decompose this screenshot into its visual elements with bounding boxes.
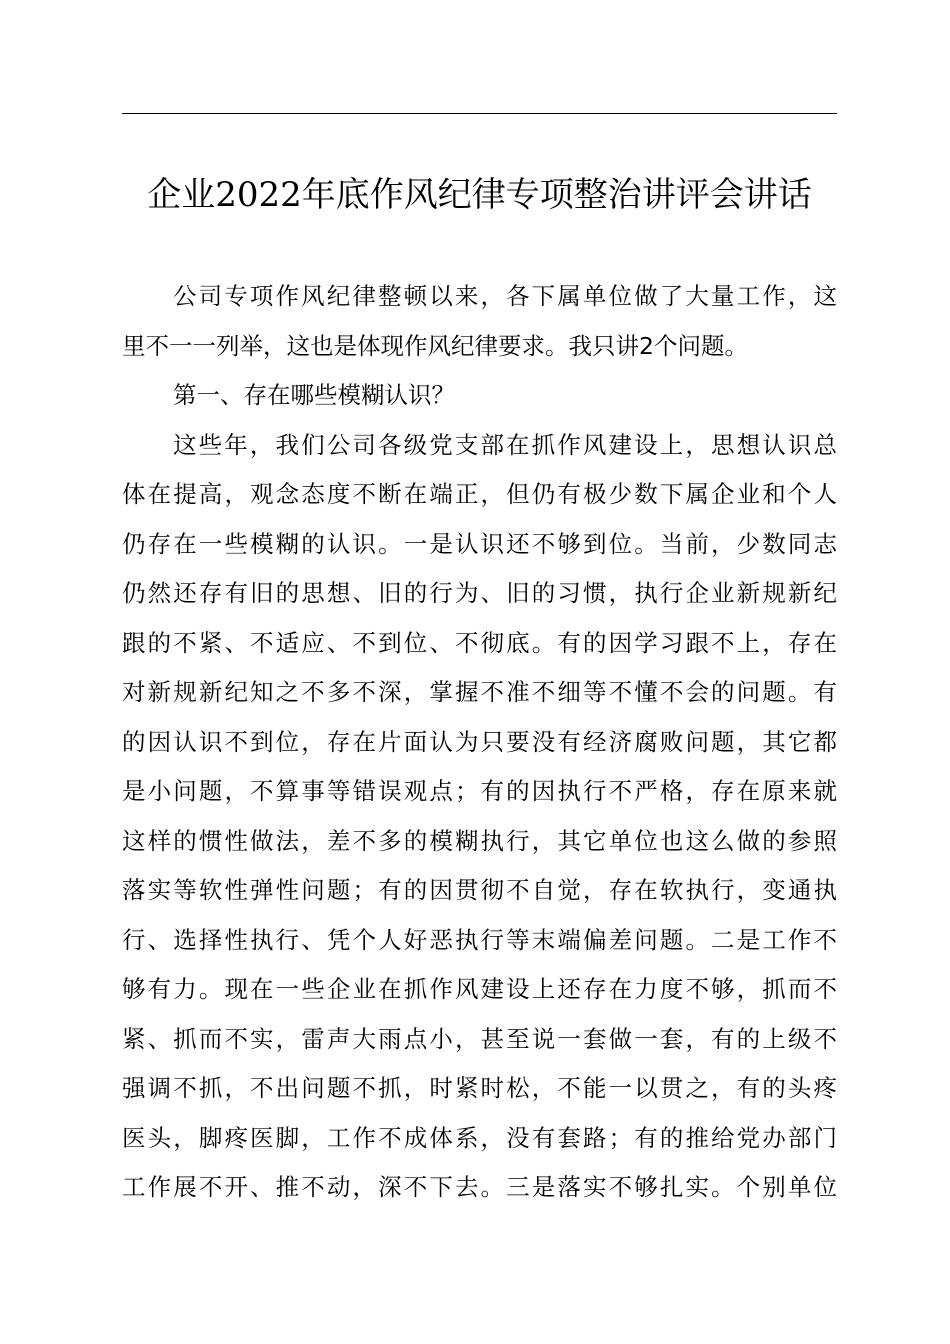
document-body <box>122 272 837 1213</box>
paragraph-line: 紧、抓而不实，雷声大雨点小，甚至说一套做一套，有的上级不 <box>122 1024 837 1053</box>
paragraph-line: 公司专项作风纪律整顿以来，各下属单位做了大量工作，这 <box>173 282 837 310</box>
paragraph-line: 落实等软性弹性问题；有的因贯彻不自觉，存在软执行，变通执 <box>122 876 837 904</box>
paragraph-line: 跟的不紧、不适应、不到位、不彻底。有的因学习跟不上，存在 <box>122 628 837 657</box>
paragraph-line: 的因认识不到位，存在片面认为只要没有经济腐败问题，其它都 <box>122 727 837 756</box>
paragraph-line: 仍存在一些模糊的认识。一是认识还不够到位。当前，少数同志 <box>122 529 837 558</box>
document-title: 企业2022年底作风纪律专项整治讲评会讲话 <box>147 175 812 215</box>
section-heading: 第一、存在哪些模糊认识？ <box>173 381 455 409</box>
paragraph-line: 行、选择性执行、凭个人好恶执行等末端偏差问题。二是工作不 <box>122 925 837 954</box>
paragraph-line: 这样的惯性做法，差不多的模糊执行，其它单位也这么做的参照 <box>122 826 837 855</box>
header-rule <box>122 113 837 114</box>
paragraph-line: 对新规新纪知之不多不深，掌握不准不细等不懂不会的问题。有 <box>122 678 837 706</box>
paragraph-line: 里不一一列举，这也是体现作风纪律要求。我只讲2个问题。 <box>122 331 748 360</box>
paragraph-line: 够有力。现在一些企业在抓作风建设上还存在力度不够，抓而不 <box>122 975 837 1003</box>
paragraph-line: 工作展不开、推不动，深不下去。三是落实不够扎实。个别单位 <box>122 1173 837 1201</box>
paragraph-line: 医头，脚疼医脚，工作不成体系，没有套路；有的推给党办部门 <box>122 1123 837 1152</box>
paragraph-line: 强调不抓，不出问题不抓，时紧时松，不能一以贯之，有的头疼 <box>122 1074 837 1102</box>
paragraph-line: 这些年，我们公司各级党支部在抓作风建设上，思想认识总 <box>173 430 837 459</box>
paragraph-line: 是小问题，不算事等错误观点；有的因执行不严格，存在原来就 <box>122 777 837 805</box>
paragraph-line: 仍然还存有旧的思想、旧的行为、旧的习惯，执行企业新规新纪 <box>122 579 837 607</box>
paragraph-line: 体在提高，观念态度不断在端正，但仍有极少数下属企业和个人 <box>122 480 837 508</box>
